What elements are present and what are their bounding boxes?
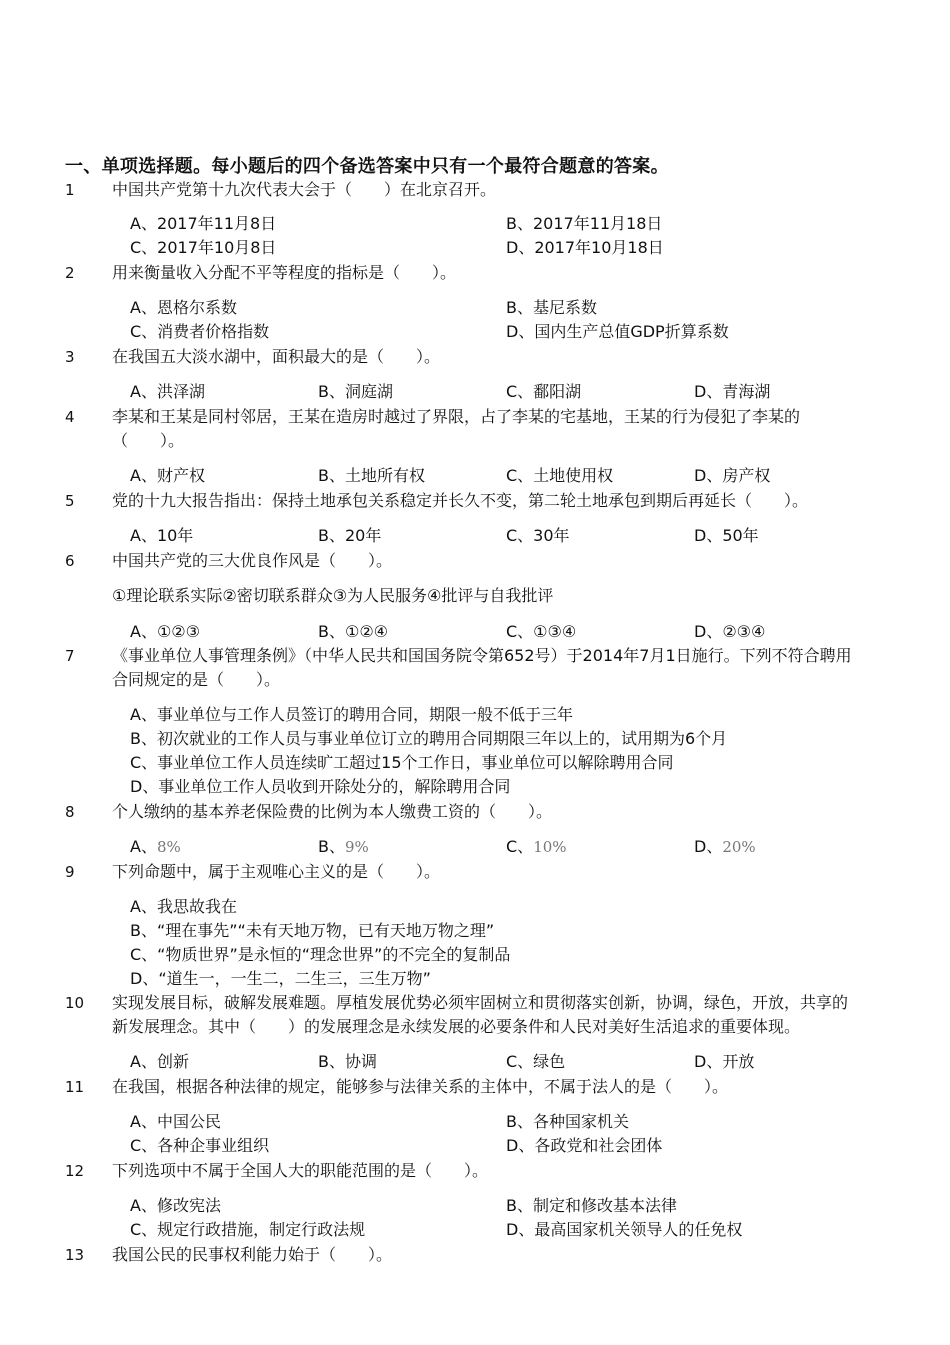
option-prefix: C、 bbox=[506, 837, 534, 856]
option-a[interactable]: A、我思故我在 bbox=[130, 897, 237, 916]
option-b[interactable]: B、“理在事先”“未有天地万物，已有天地万物之理” bbox=[130, 921, 495, 940]
option-d[interactable]: D、②③④ bbox=[694, 622, 766, 641]
question-text: 下列选项中不属于全国人大的职能范围的是（ ）。 bbox=[112, 1161, 489, 1180]
question-number: 12 bbox=[65, 1162, 85, 1180]
question-text: 《事业单位人事管理条例》（中华人民共和国国务院令第652号）于2014年7月1日施行。下列不符合聘用合同规定的是（ ）。 bbox=[112, 646, 852, 689]
question-number: 1 bbox=[65, 181, 75, 199]
question-number: 8 bbox=[65, 803, 75, 821]
question-number: 5 bbox=[65, 492, 75, 510]
option-d[interactable]: D、各政党和社会团体 bbox=[506, 1136, 663, 1155]
option-a[interactable]: A、2017年11月8日 bbox=[130, 214, 277, 233]
question-text: 在我国，根据各种法律的规定，能够参与法律关系的主体中，不属于法人的是（ ）。 bbox=[112, 1077, 729, 1096]
option-value: 9% bbox=[344, 838, 369, 856]
option-d[interactable] bbox=[694, 835, 756, 859]
option-d[interactable]: D、“道生一，一生二，二生三，三生万物” bbox=[130, 969, 431, 988]
option-d[interactable]: D、最高国家机关领导人的任免权 bbox=[506, 1220, 743, 1239]
option-value: 10% bbox=[533, 838, 567, 856]
option-c[interactable] bbox=[506, 835, 567, 859]
question-text: 实现发展目标，破解发展难题。厚植发展优势必须牢固树立和贯彻落实创新，协调，绿色，开放，共享的新发展理念。其中（ ）的发展理念是永续发展的必要条件和人民对美好生活追求的重要体现。 bbox=[112, 993, 849, 1036]
option-a[interactable] bbox=[130, 835, 181, 859]
question-text: 中国共产党的三大优良作风是（ ）。 bbox=[112, 551, 393, 570]
option-d[interactable]: D、2017年10月18日 bbox=[506, 238, 664, 257]
option-prefix: B、 bbox=[318, 837, 345, 856]
option-d[interactable]: D、50年 bbox=[694, 526, 759, 545]
option-a[interactable]: A、修改宪法 bbox=[130, 1196, 221, 1215]
option-b[interactable]: B、协调 bbox=[318, 1052, 377, 1071]
option-a[interactable]: A、①②③ bbox=[130, 622, 200, 641]
option-value: 8% bbox=[156, 838, 181, 856]
option-b[interactable]: B、基尼系数 bbox=[506, 298, 597, 317]
option-c[interactable]: C、“物质世界”是永恒的“理念世界”的不完全的复制品 bbox=[130, 945, 511, 964]
option-a[interactable]: A、创新 bbox=[130, 1052, 189, 1071]
option-a[interactable]: A、10年 bbox=[130, 526, 194, 545]
question-text: 党的十九大报告指出：保持土地承包关系稳定并长久不变，第二轮土地承包到期后再延长（ ）。 bbox=[112, 491, 809, 510]
option-prefix: D、 bbox=[694, 837, 723, 856]
question-number: 3 bbox=[65, 348, 75, 366]
option-value: 20% bbox=[722, 838, 756, 856]
option-d[interactable]: D、房产权 bbox=[694, 466, 771, 485]
option-c[interactable]: C、事业单位工作人员连续旷工超过15个工作日，事业单位可以解除聘用合同 bbox=[130, 753, 674, 772]
option-c[interactable]: C、绿色 bbox=[506, 1052, 566, 1071]
question-text: 下列命题中，属于主观唯心主义的是（ ）。 bbox=[112, 862, 441, 881]
option-a[interactable]: A、中国公民 bbox=[130, 1112, 221, 1131]
option-c[interactable]: C、各种企事业组织 bbox=[130, 1136, 270, 1155]
question-number: 13 bbox=[65, 1246, 85, 1264]
question-statements: ①理论联系实际②密切联系群众③为人民服务④批评与自我批评 bbox=[112, 586, 554, 605]
option-d[interactable]: D、开放 bbox=[694, 1052, 755, 1071]
question-text: 中国共产党第十九次代表大会于（ ）在北京召开。 bbox=[112, 180, 497, 199]
option-a[interactable]: A、事业单位与工作人员签订的聘用合同，期限一般不低于三年 bbox=[130, 705, 573, 724]
question-text: 我国公民的民事权利能力始于（ ）。 bbox=[112, 1245, 393, 1264]
option-d[interactable]: D、青海湖 bbox=[694, 382, 771, 401]
option-b[interactable]: B、初次就业的工作人员与事业单位订立的聘用合同期限三年以上的，试用期为6个月 bbox=[130, 729, 728, 748]
option-c[interactable]: C、2017年10月8日 bbox=[130, 238, 277, 257]
question-number: 6 bbox=[65, 552, 75, 570]
option-a[interactable]: A、恩格尔系数 bbox=[130, 298, 237, 317]
option-b[interactable] bbox=[318, 835, 369, 859]
option-c[interactable]: C、土地使用权 bbox=[506, 466, 614, 485]
section-title: 一、单项选择题。每小题后的四个备选答案中只有一个最符合题意的答案。 bbox=[65, 156, 669, 177]
option-a[interactable]: A、洪泽湖 bbox=[130, 382, 205, 401]
question-number: 4 bbox=[65, 408, 75, 426]
option-b[interactable]: B、①②④ bbox=[318, 622, 389, 641]
option-c[interactable]: C、规定行政措施，制定行政法规 bbox=[130, 1220, 366, 1239]
option-b[interactable]: B、制定和修改基本法律 bbox=[506, 1196, 677, 1215]
option-b[interactable]: B、洞庭湖 bbox=[318, 382, 393, 401]
question-number: 9 bbox=[65, 863, 75, 881]
question-text: 用来衡量收入分配不平等程度的指标是（ ）。 bbox=[112, 263, 457, 282]
option-prefix: A、 bbox=[130, 837, 157, 856]
option-c[interactable]: C、消费者价格指数 bbox=[130, 322, 270, 341]
option-b[interactable]: B、土地所有权 bbox=[318, 466, 425, 485]
option-d[interactable]: D、事业单位工作人员收到开除处分的，解除聘用合同 bbox=[130, 777, 511, 796]
option-d[interactable]: D、国内生产总值GDP折算系数 bbox=[506, 322, 729, 341]
question-text: 李某和王某是同村邻居，王某在造房时越过了界限，占了李某的宅基地，王某的行为侵犯了李某的（ ）。 bbox=[112, 407, 801, 450]
option-c[interactable]: C、30年 bbox=[506, 526, 570, 545]
question-number: 10 bbox=[65, 994, 85, 1012]
option-b[interactable]: B、各种国家机关 bbox=[506, 1112, 629, 1131]
option-c[interactable]: C、①③④ bbox=[506, 622, 577, 641]
option-a[interactable]: A、财产权 bbox=[130, 466, 205, 485]
question-number: 7 bbox=[65, 647, 75, 665]
question-text: 在我国五大淡水湖中，面积最大的是（ ）。 bbox=[112, 347, 441, 366]
option-b[interactable]: B、20年 bbox=[318, 526, 382, 545]
option-c[interactable]: C、鄱阳湖 bbox=[506, 382, 582, 401]
question-text: 个人缴纳的基本养老保险费的比例为本人缴费工资的（ ）。 bbox=[112, 802, 553, 821]
option-b[interactable]: B、2017年11月18日 bbox=[506, 214, 663, 233]
question-number: 2 bbox=[65, 264, 75, 282]
question-number: 11 bbox=[65, 1078, 85, 1096]
